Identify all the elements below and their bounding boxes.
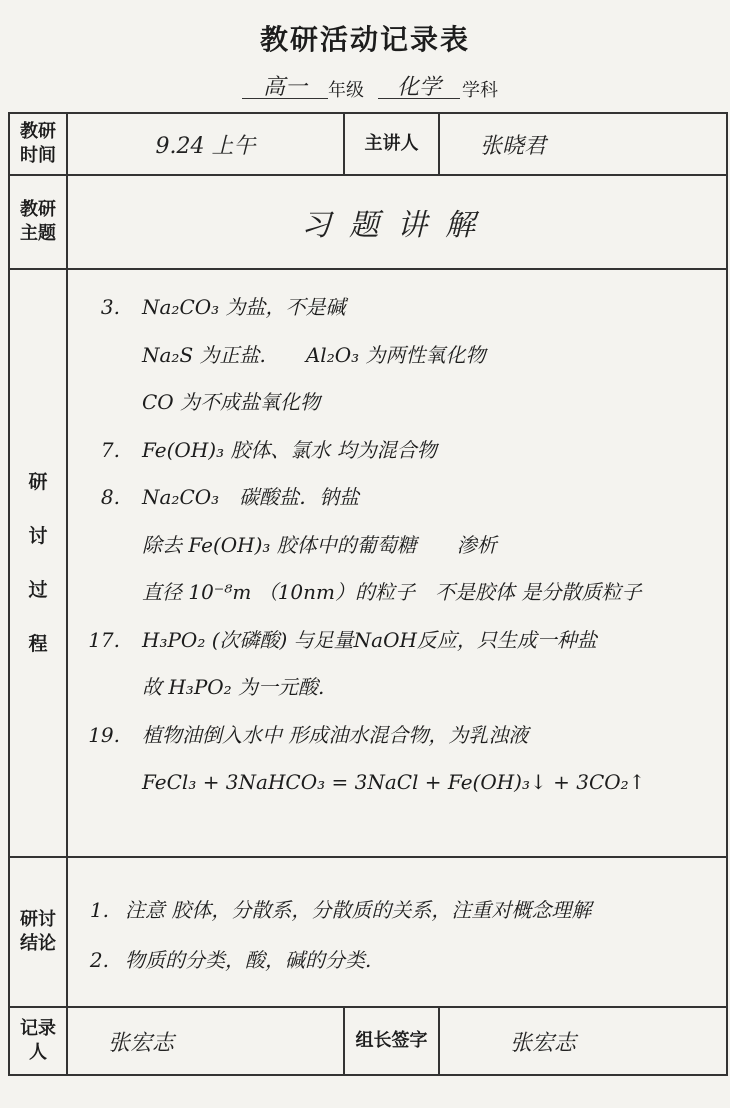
conclusion-label: 研讨 结论 bbox=[9, 857, 67, 1007]
process-line: Na₂S 为正盐. Al₂O₃ 为两性氧化物 bbox=[142, 342, 486, 367]
process-line: 除去 Fe(OH)₃ 胶体中的葡萄糖 渗析 bbox=[142, 532, 497, 557]
conclusion-line: 2. 物质的分类，酸，碱的分类. bbox=[89, 947, 372, 972]
process-line: CO 为不成盐氧化物 bbox=[142, 390, 321, 414]
process-line: FeCl₃ + 3NaHCO₃ = 3NaCl + Fe(OH)₃↓ + 3CO₂↑ bbox=[142, 770, 646, 794]
grade-subject-line bbox=[230, 70, 550, 104]
recorder-label: 记录 人 bbox=[9, 1007, 67, 1075]
conclusion-line: 1. 注意 胶体，分散系，分散质的关系，注重对概念理解 bbox=[89, 897, 592, 922]
grade-value: 高一 bbox=[242, 70, 328, 99]
topic-label: 教研 主题 bbox=[9, 175, 67, 269]
leader-signature: 张宏志 bbox=[439, 1007, 727, 1075]
process-label: 研 讨 过 程 bbox=[9, 269, 67, 857]
process-content bbox=[67, 269, 727, 857]
process-line: 8. Na₂CO₃ 碳酸盐．钠盐 bbox=[100, 485, 360, 509]
topic-value: 习题讲解 bbox=[67, 175, 727, 269]
leader-label: 组长签字 bbox=[344, 1007, 439, 1075]
grade-label: 年级 bbox=[328, 80, 364, 101]
process-line: 直径 10⁻⁸m （10nm）的粒子 不是胶体 是分散质粒子 bbox=[142, 580, 642, 604]
time-label: 教研 时间 bbox=[9, 113, 67, 175]
subject-label: 学科 bbox=[462, 80, 498, 101]
time-value: 9.24 上午 bbox=[67, 113, 344, 175]
record-table bbox=[8, 112, 728, 1076]
recorder-signature: 张宏志 bbox=[67, 1007, 344, 1075]
conclusion-content bbox=[67, 857, 727, 1007]
subject-value: 化学 bbox=[378, 70, 460, 99]
process-line: 3. Na₂CO₃ 为盐，不是碱 bbox=[100, 295, 346, 319]
process-line: 故 H₃PO₂ 为一元酸. bbox=[142, 675, 325, 699]
form-title: 教研活动记录表 bbox=[259, 23, 470, 56]
process-line: 7. Fe(OH)₃ 胶体、氯水 均为混合物 bbox=[100, 437, 437, 462]
process-line: 17. H₃PO₂ (次磷酸) 与足量NaOH反应，只生成一种盐 bbox=[88, 627, 597, 652]
speaker-label: 主讲人 bbox=[344, 113, 439, 175]
process-line: 19. 植物油倒入水中 形成油水混合物，为乳浊液 bbox=[88, 722, 529, 747]
speaker-value: 张晓君 bbox=[439, 113, 727, 175]
